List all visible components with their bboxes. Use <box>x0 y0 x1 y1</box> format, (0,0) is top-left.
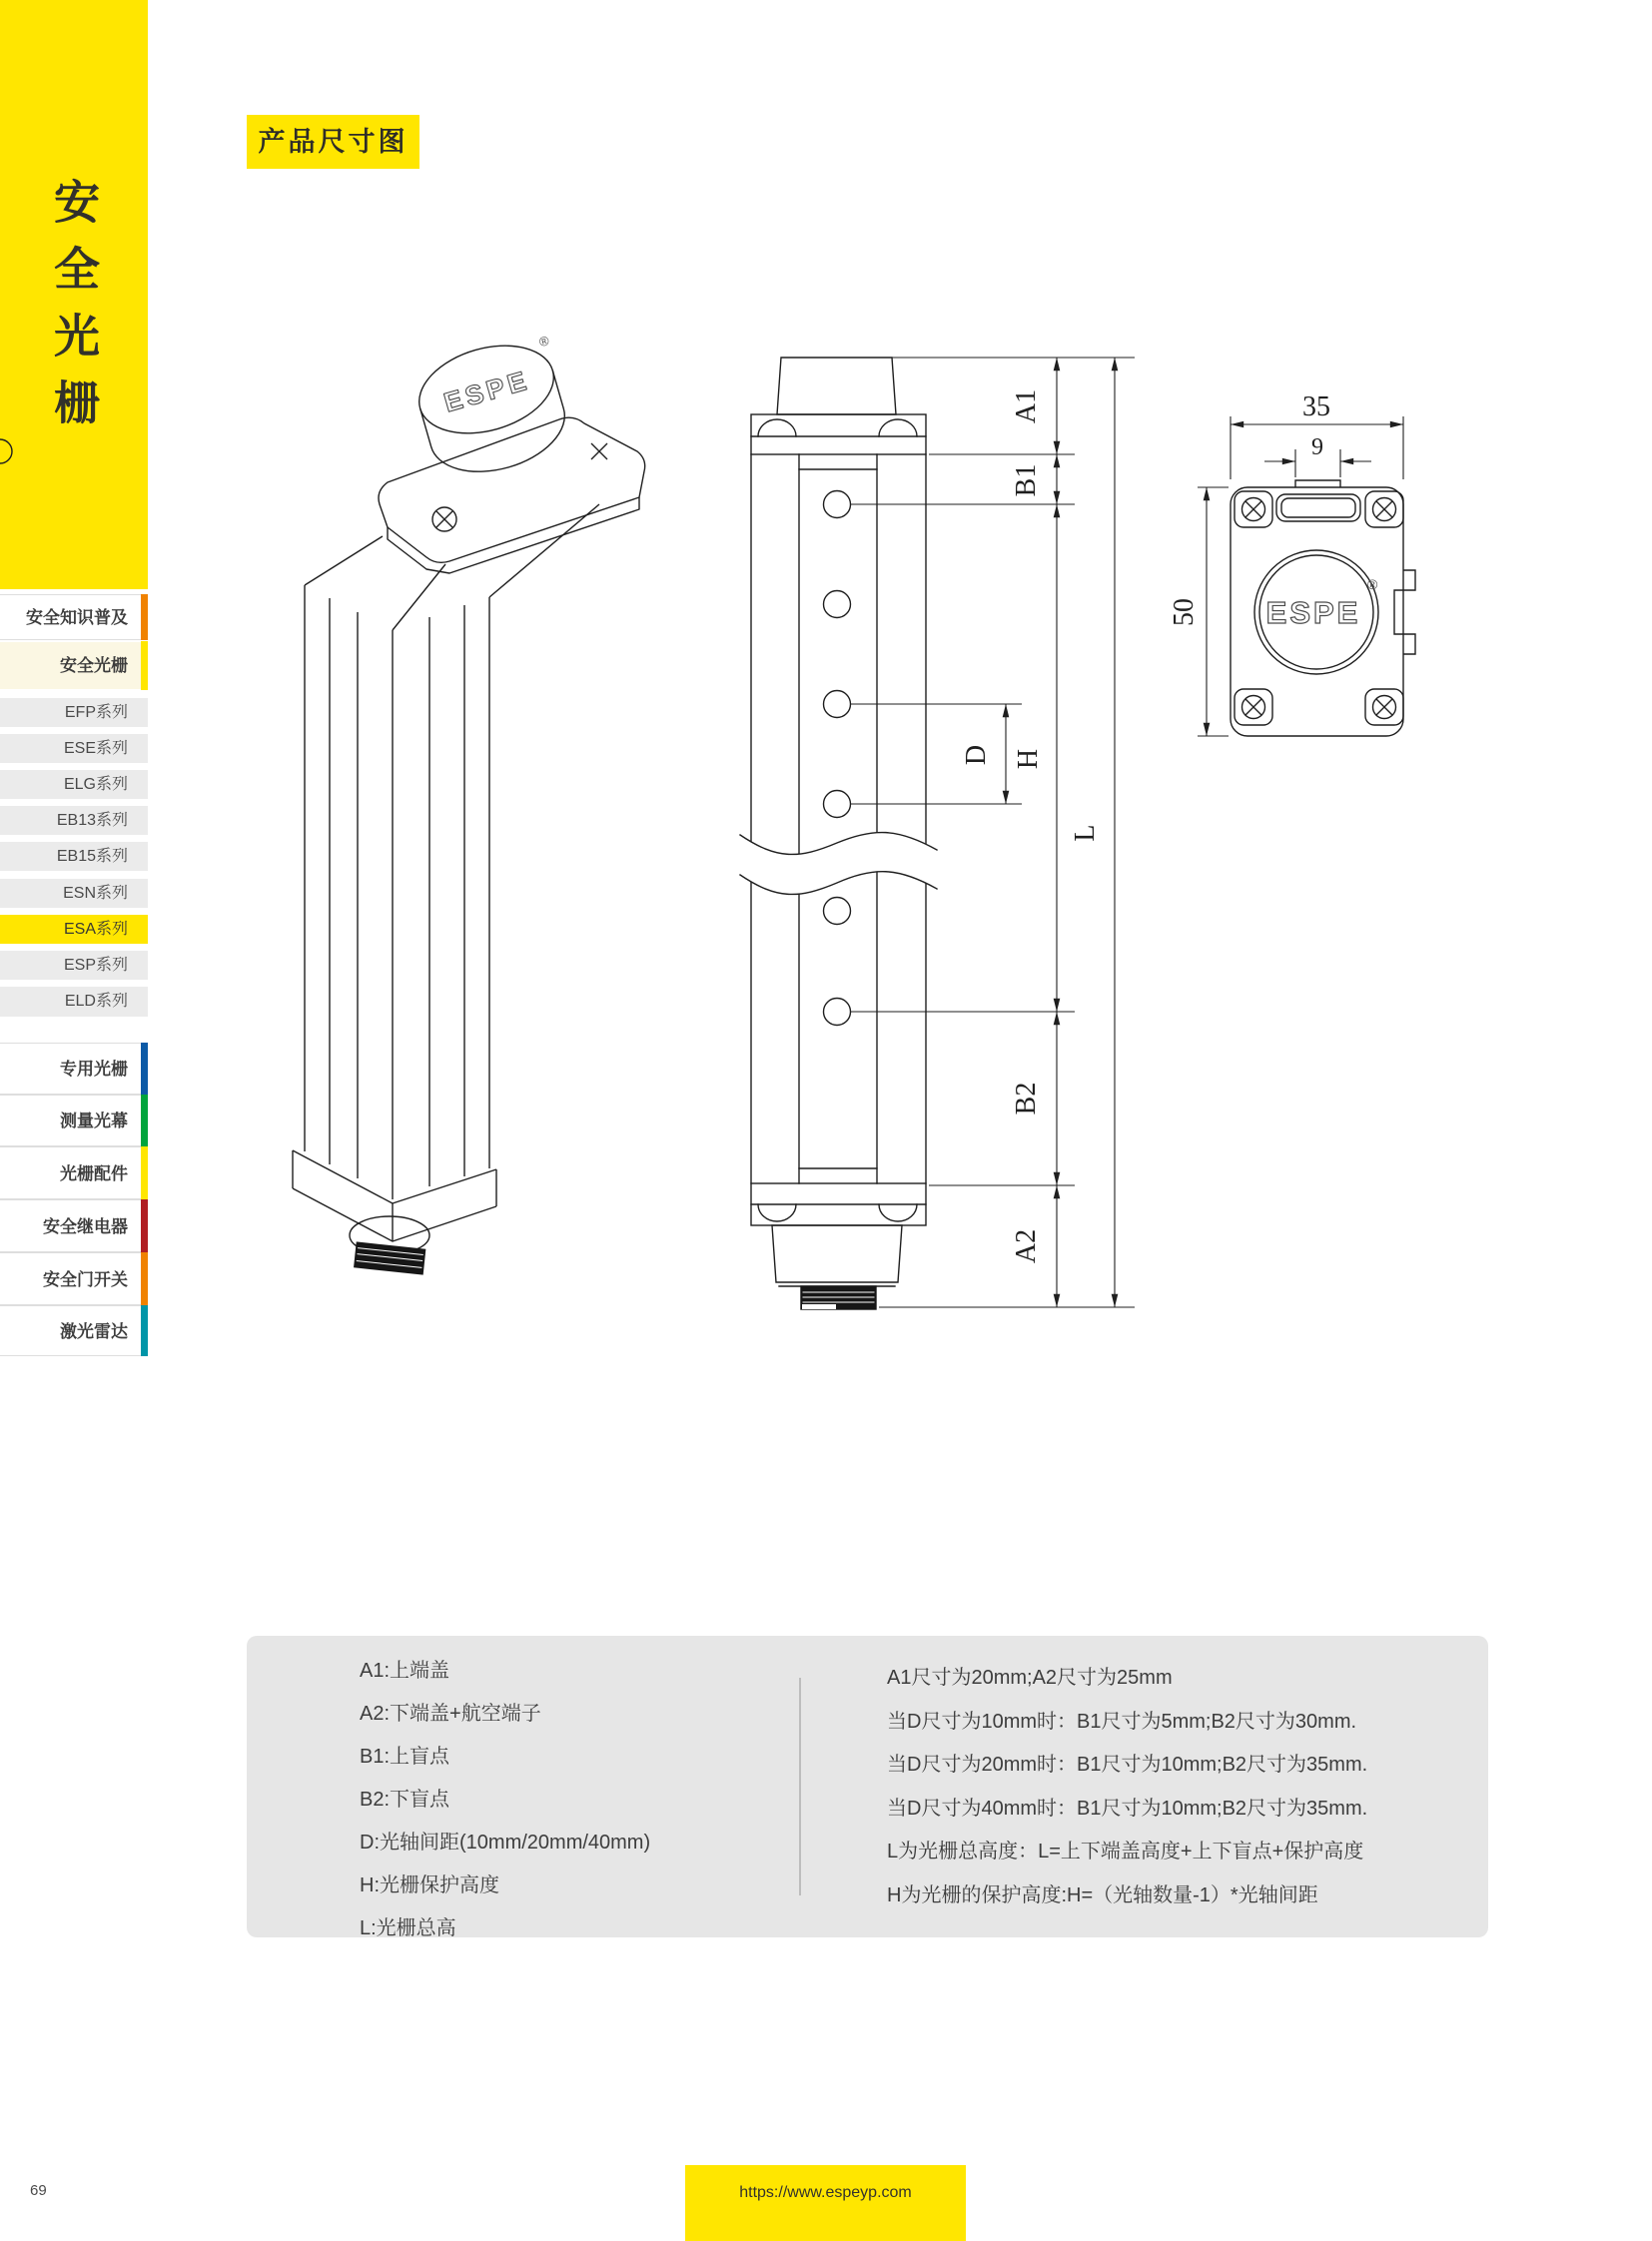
dim-label-b2: B2 <box>1011 1082 1042 1116</box>
sidebar-item-ESE系列[interactable] <box>0 734 148 763</box>
sidebar-item-ESP系列[interactable] <box>0 951 148 980</box>
sidebar-vertical-title: 安全光栅 <box>48 178 100 445</box>
screw-icon <box>1242 498 1396 719</box>
sidebar-item-激光雷达[interactable] <box>0 1305 148 1356</box>
dim-label-d: D <box>961 744 992 766</box>
legend-line: L为光栅总高度：L=上下端盖高度+上下盲点+保护高度 <box>887 1841 1364 1863</box>
sidebar-item-EFP系列[interactable] <box>0 698 148 727</box>
sidebar-item-label: 测量光幕 <box>60 1112 128 1130</box>
sidebar-item-label: EFP系列 <box>64 704 128 721</box>
accent-bar <box>141 1252 148 1305</box>
sidebar-item-EB15系列[interactable] <box>0 842 148 871</box>
dim-label-35: 35 <box>1302 391 1330 422</box>
accent-bar <box>141 1095 148 1146</box>
sidebar-menu <box>0 0 148 2241</box>
front-view-dim-labels <box>961 389 1101 1263</box>
dim-label-l: L <box>1070 824 1101 842</box>
legend-line: A1尺寸为20mm;A2尺寸为25mm <box>887 1667 1173 1689</box>
legend-divider <box>799 1678 801 1895</box>
sidebar-item-ELG系列[interactable] <box>0 770 148 799</box>
dim-label-h: H <box>1013 748 1044 770</box>
front-view <box>740 358 937 1309</box>
accent-bar <box>141 1199 148 1252</box>
sidebar-item-专用光栅[interactable] <box>0 1043 148 1095</box>
accent-bar <box>141 1043 148 1095</box>
espe-logo-side: ESPE <box>1265 595 1361 630</box>
espe-logo-3d: ESPE <box>440 365 534 418</box>
accent-bar <box>141 594 148 640</box>
legend-line: L:光栅总高 <box>360 1917 456 1939</box>
sidebar-item-label: 安全知识普及 <box>26 608 128 627</box>
legend-line: 当D尺寸为20mm时：B1尺寸为10mm;B2尺寸为35mm. <box>887 1754 1368 1776</box>
footer-url-link[interactable]: https://www.espeyp.com <box>739 2184 912 2201</box>
sidebar-item-label: ESE系列 <box>63 740 128 757</box>
accent-bar <box>141 1305 148 1356</box>
sidebar-item-label: ESP系列 <box>63 957 128 974</box>
threaded-connector-3d <box>354 1241 425 1274</box>
sidebar-item-label: ELG系列 <box>63 776 128 793</box>
legend-line: D:光轴间距(10mm/20mm/40mm) <box>360 1832 651 1854</box>
legend-left <box>360 1650 650 1950</box>
dim-label-b1: B1 <box>1011 463 1042 497</box>
sidebar-item-label: EB13系列 <box>56 812 128 829</box>
legend-line: B2:下盲点 <box>360 1789 450 1811</box>
legend-line: 当D尺寸为10mm时：B1尺寸为5mm;B2尺寸为30mm. <box>887 1710 1357 1733</box>
dim-label-a2: A2 <box>1011 1228 1042 1264</box>
page-number: 69 <box>30 2182 47 2199</box>
sidebar-item-label: 安全门开关 <box>43 1270 128 1289</box>
legend-line: A2:下端盖+航空端子 <box>360 1703 541 1725</box>
accent-bar <box>141 1146 148 1199</box>
sidebar-item-label: 安全光栅 <box>60 656 128 675</box>
sidebar-item-label: ESN系列 <box>63 885 128 902</box>
page-title: 产品尺寸图 <box>247 115 419 169</box>
sidebar-item-ELD系列[interactable] <box>0 987 148 1017</box>
sidebar-item-label: EB15系列 <box>56 848 128 865</box>
accent-bar <box>141 641 148 690</box>
front-view-dimensions <box>851 358 1135 1307</box>
sidebar-item-安全知识普及[interactable] <box>0 594 148 640</box>
sidebar-item-测量光幕[interactable] <box>0 1095 148 1146</box>
sidebar-item-label: ESA系列 <box>63 921 128 938</box>
sidebar-item-label: 光栅配件 <box>60 1164 128 1183</box>
legend-right <box>887 1657 1367 1917</box>
footer-badge <box>685 2165 966 2241</box>
legend-line: H:光栅保护高度 <box>360 1874 499 1896</box>
sidebar-item-安全门开关[interactable] <box>0 1252 148 1305</box>
sidebar-item-label: 安全继电器 <box>43 1217 128 1236</box>
legend-line: H为光栅的保护高度:H=（光轴数量-1）*光轴间距 <box>887 1883 1318 1906</box>
legend-line: 当D尺寸为40mm时：B1尺寸为10mm;B2尺寸为35mm. <box>887 1797 1368 1820</box>
registered-mark-side: ® <box>1367 576 1378 592</box>
side-view <box>1231 480 1415 736</box>
sidebar-item-ESA系列[interactable] <box>0 915 148 944</box>
dim-label-a1: A1 <box>1011 388 1042 424</box>
legend-line: B1:上盲点 <box>360 1746 450 1768</box>
sidebar-item-安全光栅[interactable] <box>0 642 148 689</box>
legend-box <box>247 1636 1488 1937</box>
registered-mark-3d: ® <box>537 333 551 351</box>
threaded-connector-front <box>801 1286 876 1309</box>
side-view-dimensions <box>1198 416 1403 736</box>
sidebar-item-EB13系列[interactable] <box>0 806 148 835</box>
dim-label-9: 9 <box>1311 434 1323 460</box>
sidebar-item-光栅配件[interactable] <box>0 1146 148 1199</box>
dim-label-50: 50 <box>1169 598 1200 626</box>
sidebar-item-label: 专用光栅 <box>60 1060 128 1079</box>
sidebar-item-ESN系列[interactable] <box>0 879 148 908</box>
sidebar-item-label: ELD系列 <box>64 993 128 1010</box>
sidebar-item-label: 激光雷达 <box>60 1322 128 1341</box>
sidebar-item-安全继电器[interactable] <box>0 1199 148 1252</box>
legend-line: A1:上端盖 <box>360 1660 450 1682</box>
